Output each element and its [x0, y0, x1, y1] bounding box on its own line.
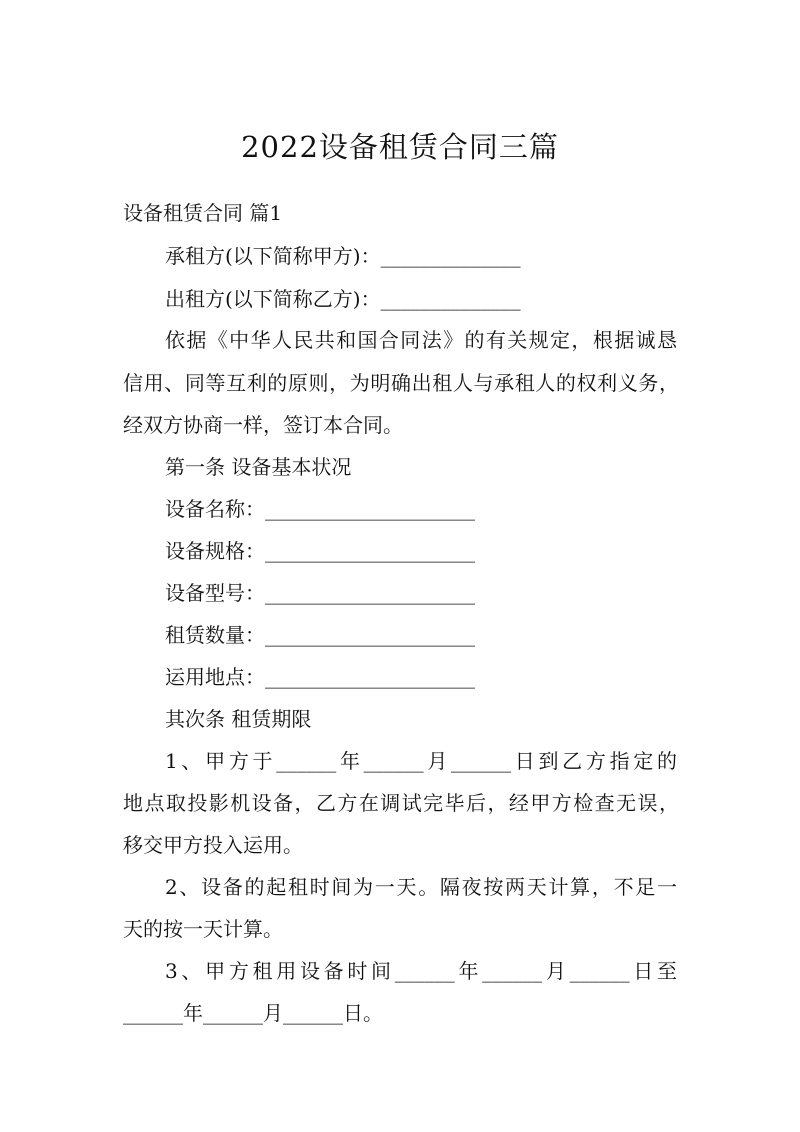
- clause-line: 地点取投影机设备，乙方在调试完毕后，经甲方检查无误，: [123, 791, 679, 815]
- intro-paragraph-line: 信用、同等互利的原则，为明确出租人与承租人的权利义务，: [123, 371, 679, 395]
- equipment-name-field: 设备名称：_____________________: [165, 497, 475, 521]
- intro-paragraph-line: 经双方协商一样，签订本合同。: [123, 413, 403, 437]
- clause-line: 天的按一天计算。: [123, 917, 283, 941]
- rental-quantity-field: 租赁数量：_____________________: [165, 623, 475, 647]
- article-heading: 第一条 设备基本状况: [165, 455, 352, 479]
- clause-line: 1、甲方于______年______月______日到乙方指定的: [165, 749, 677, 773]
- clause-line: 2、设备的起租时间为一天。隔夜按两天计算，不足一: [165, 875, 677, 899]
- usage-location-field: 运用地点：_____________________: [165, 665, 475, 689]
- intro-paragraph-line: 依据《中华人民共和国合同法》的有关规定，根据诚恳: [165, 328, 677, 352]
- clause-line: ______年______月______日。: [123, 1001, 383, 1025]
- clause-line: 移交甲方投入运用。: [123, 833, 303, 857]
- section-heading: 设备租赁合同 篇1: [123, 201, 283, 225]
- document-title: 2022设备租赁合同三篇: [241, 130, 559, 164]
- lessee-line: 承租方(以下简称甲方)：______________: [165, 244, 521, 268]
- equipment-model-field: 设备型号：_____________________: [165, 581, 475, 605]
- article-heading: 其次条 租赁期限: [165, 707, 312, 731]
- clause-line: 3、甲方租用设备时间______年______月______日至: [165, 959, 677, 983]
- lessor-line: 出租方(以下简称乙方)：______________: [165, 287, 521, 311]
- equipment-spec-field: 设备规格：_____________________: [165, 539, 475, 563]
